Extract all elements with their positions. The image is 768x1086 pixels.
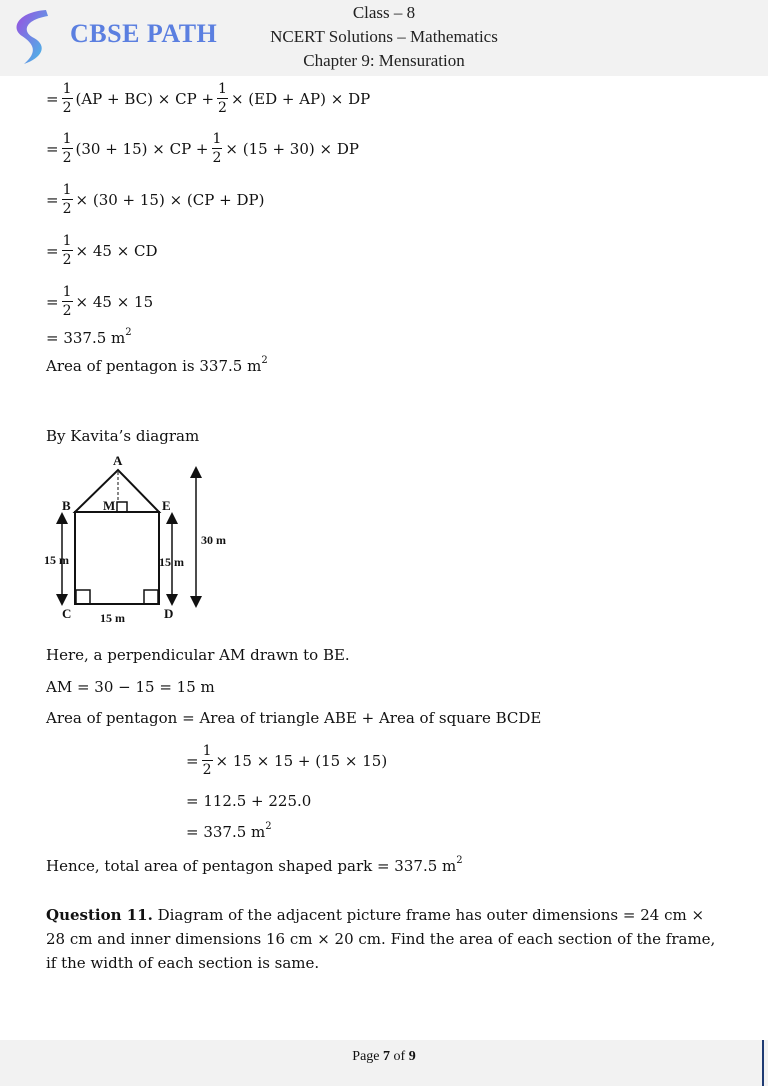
svg-text:B: B (62, 498, 71, 513)
solution-line: Here, a perpendicular AM drawn to BE. (46, 646, 350, 664)
svg-text:30 m: 30 m (201, 533, 226, 547)
cbse-path-logo-icon (8, 6, 56, 68)
svg-text:15 m: 15 m (100, 611, 125, 625)
result-statement: Area of pentagon is 337.5 m $^2$ (46, 355, 268, 375)
question-11: Question 11. Diagram of the adjacent picture frame has outer dimensions = 24 cm × 28 cm and inner dimensions 16 cm × 20 cm. Find the area of each section of the frame, if the width of each section is same. (46, 906, 716, 972)
kavita-heading: By Kavita’s diagram (46, 427, 200, 445)
pentagon-diagram (40, 452, 240, 627)
page-number: Page 7 of 9 (352, 1049, 416, 1064)
svg-text:E: E (162, 498, 171, 513)
svg-text:15 m: 15 m (159, 555, 184, 569)
svg-text:M: M (103, 498, 116, 513)
step-line: = $\frac{1}{2}$ × 45 × CD (46, 233, 158, 268)
page-footer (0, 1040, 768, 1086)
svg-text:D: D (164, 606, 174, 621)
solution-step: = $\frac{1}{2}$ × 15 × 15 + (15 × 15) (186, 743, 388, 778)
svg-text:C: C (62, 606, 72, 621)
chapter-label: Chapter 9: Mensuration (303, 51, 465, 70)
solution-step: = 337.5 m $^2$ (186, 821, 272, 841)
result-line: = 337.5 m $^2$ (46, 327, 132, 347)
step-line: = $\frac{1}{2}$ × (30 + 15) × (CP + DP) (46, 182, 265, 217)
page-header (0, 0, 768, 76)
step-line: = $\frac{1}{2}$ (30 + 15) × CP + $\frac{1}{2}$ × (15 + 30) × DP (46, 131, 359, 166)
step-line: = $\frac{1}{2}$ × 45 × 15 (46, 284, 154, 319)
footer-accent-bar (762, 1040, 764, 1086)
solution-line: Area of pentagon = Area of triangle ABE + Area of square BCDE (46, 709, 542, 727)
final-answer: Hence, total area of pentagon shaped park = 337.5 m $^2$ (46, 855, 463, 875)
solution-line: AM = 30 − 15 = 15 m (46, 678, 215, 696)
solution-step: = 112.5 + 225.0 (186, 792, 312, 810)
brand-name: CBSE PATH (70, 19, 218, 48)
subject-label: NCERT Solutions – Mathematics (270, 27, 498, 46)
step-line: = $\frac{1}{2}$ (AP + BC) × CP + $\frac{1}{2}$ × (ED + AP) × DP (46, 81, 371, 116)
svg-text:15 m: 15 m (44, 553, 69, 567)
svg-text:A: A (113, 453, 123, 468)
class-label: Class – 8 (352, 3, 416, 22)
